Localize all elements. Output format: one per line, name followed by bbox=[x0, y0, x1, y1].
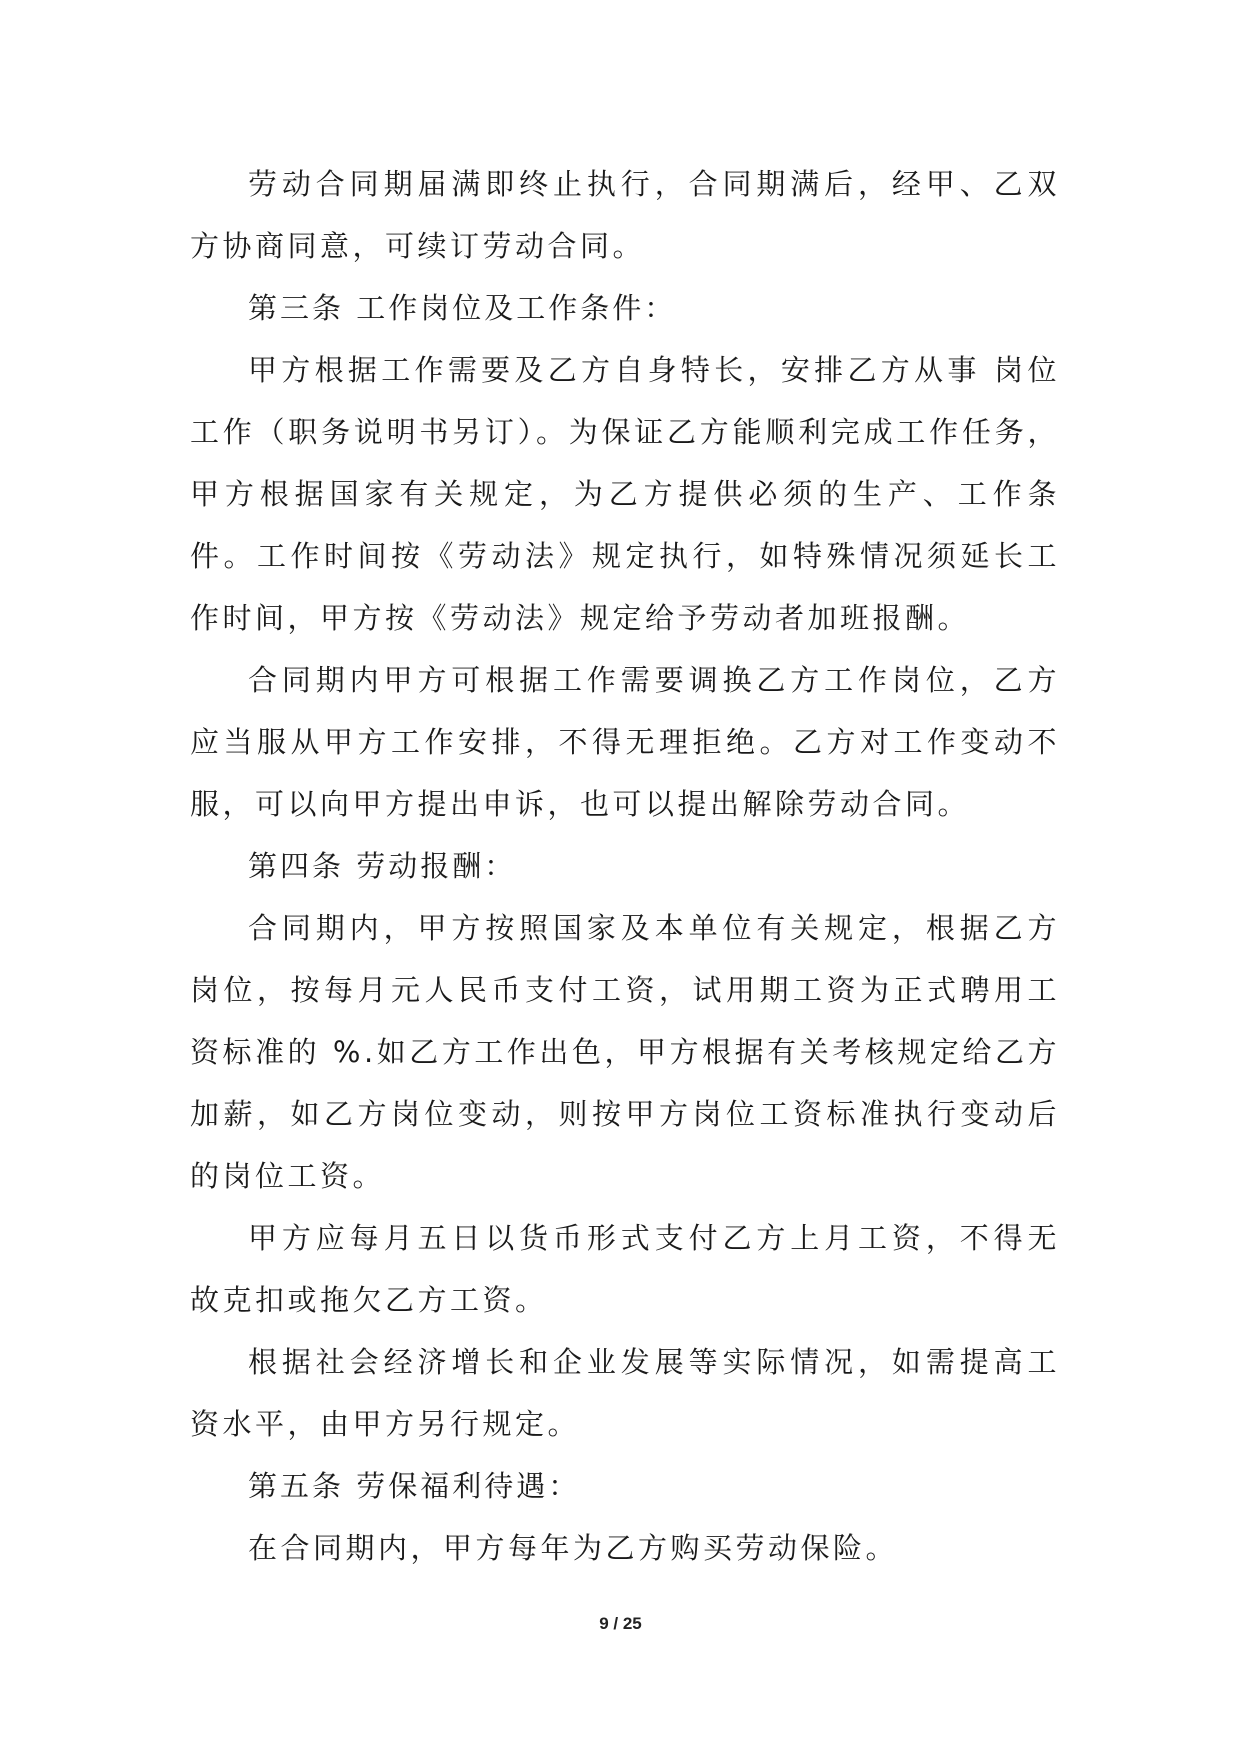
paragraph-salary: 合同期内，甲方按照国家及本单位有关规定，根据乙方岗位，按每月元人民币支付工资，试用期工资为正式聘用工资标准的 %.如乙方工作出色，甲方根据有关考核规定给乙方加薪，如乙方岗位变动，则按甲方岗位工资标准执行变动后的岗位工资。 bbox=[190, 911, 1060, 1193]
paragraph-insurance: 在合同期内，甲方每年为乙方购买劳动保险。 bbox=[248, 1531, 899, 1565]
paragraph-contract-expiry: 劳动合同期届满即终止执行，合同期满后，经甲、乙双方协商同意，可续订劳动合同。 bbox=[190, 167, 1060, 263]
article-3-heading: 第三条 工作岗位及工作条件： bbox=[248, 291, 677, 325]
article-5-heading: 第五条 劳保福利待遇： bbox=[248, 1469, 581, 1503]
paragraph-salary-raise: 根据社会经济增长和企业发展等实际情况，如需提高工资水平，由甲方另行规定。 bbox=[190, 1345, 1060, 1441]
paragraph-position-change: 合同期内甲方可根据工作需要调换乙方工作岗位，乙方应当服从甲方工作安排，不得无理拒绝。乙方对工作变动不服，可以向甲方提出申诉，也可以提出解除劳动合同。 bbox=[190, 663, 1060, 821]
document-body bbox=[190, 153, 1060, 1579]
article-4-heading: 第四条 劳动报酬： bbox=[248, 849, 517, 883]
paragraph-work-position: 甲方根据工作需要及乙方自身特长，安排乙方从事 岗位工作（职务说明书另订）。为保证乙方能顺利完成工作任务，甲方根据国家有关规定，为乙方提供必须的生产、工作条件。工作时间按《劳动法》规定执行，如特殊情况须延长工作时间，甲方按《劳动法》规定给予劳动者加班报酬。 bbox=[190, 353, 1060, 635]
paragraph-salary-payment: 甲方应每月五日以货币形式支付乙方上月工资，不得无故克扣或拖欠乙方工资。 bbox=[190, 1221, 1060, 1317]
page-number: 9 / 25 bbox=[599, 1614, 642, 1633]
